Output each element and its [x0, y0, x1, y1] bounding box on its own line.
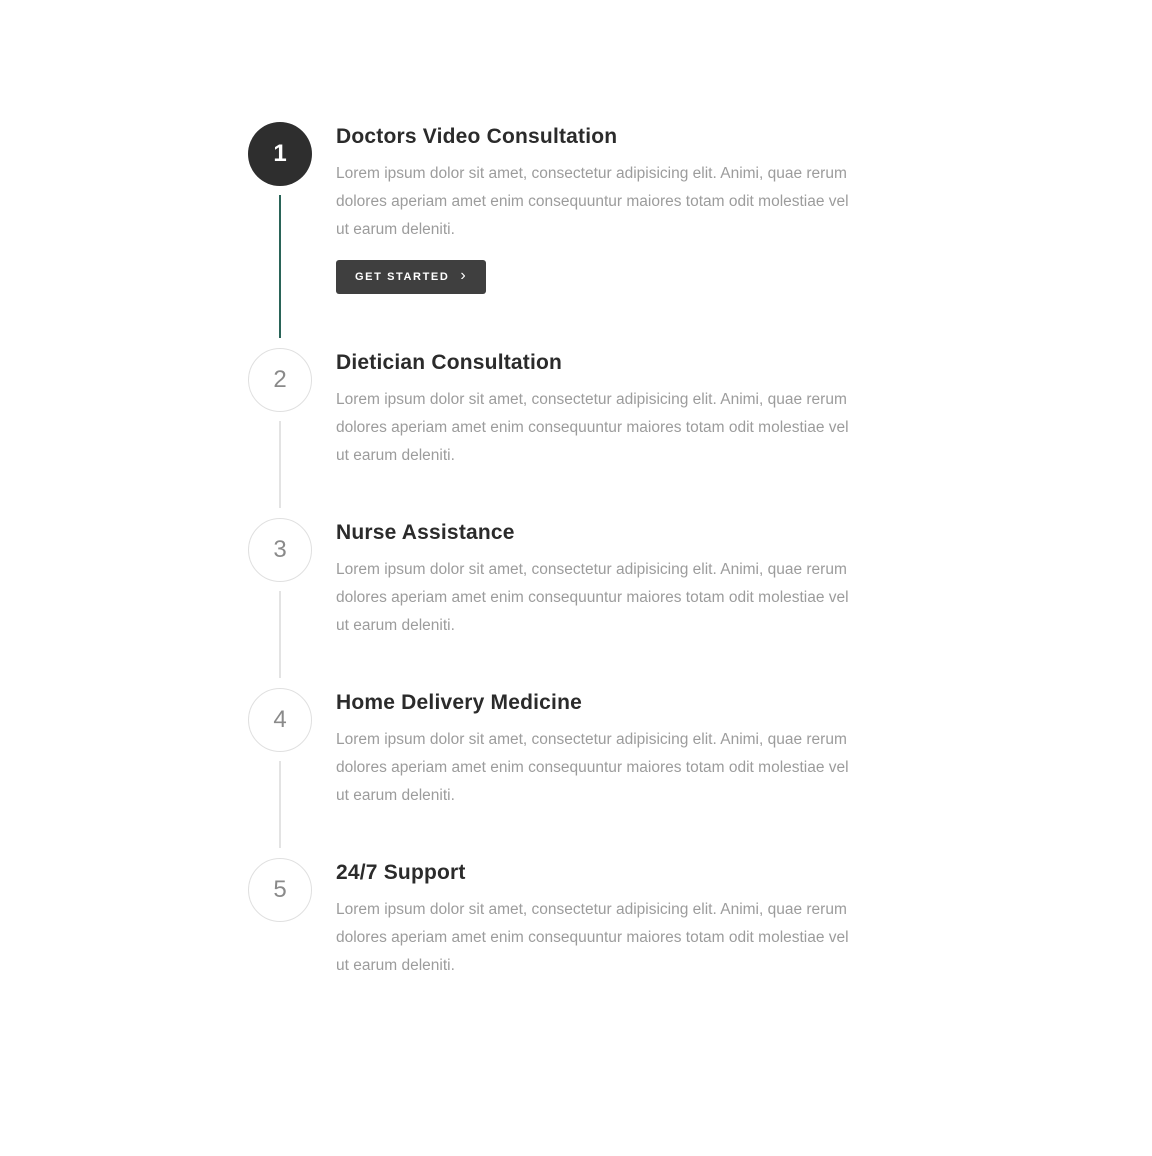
step-content [336, 122, 854, 348]
step-description: Lorem ipsum dolor sit amet, consectetur adipisicing elit. Animi, quae rerum dolores aperiam amet enim consequuntur maiores totam odit molestiae vel ut earum deleniti. [336, 731, 849, 804]
step-rail [248, 122, 312, 348]
step-title: Doctors Video Consultation [336, 125, 618, 148]
step-description: Lorem ipsum dolor sit amet, consectetur adipisicing elit. Animi, quae rerum dolores aperiam amet enim consequuntur maiores totam odit molestiae vel ut earum deleniti. [336, 165, 849, 238]
step-number-badge: 1 [248, 122, 312, 186]
step-item-3 [248, 518, 854, 688]
step-connector-line [279, 195, 281, 338]
get-started-label: GET STARTED [355, 271, 450, 283]
step-title: 24/7 Support [336, 861, 466, 884]
step-rail [248, 858, 312, 980]
step-content [336, 858, 854, 980]
step-description: Lorem ipsum dolor sit amet, consectetur adipisicing elit. Animi, quae rerum dolores aperiam amet enim consequuntur maiores totam odit molestiae vel ut earum deleniti. [336, 391, 849, 464]
step-rail [248, 518, 312, 688]
step-rail [248, 688, 312, 858]
step-number-badge: 2 [248, 348, 312, 412]
step-content [336, 348, 854, 518]
step-title: Dietician Consultation [336, 351, 563, 374]
get-started-button[interactable] [336, 260, 486, 294]
step-rail [248, 348, 312, 518]
step-number-badge: 5 [248, 858, 312, 922]
steps-timeline [248, 122, 854, 980]
step-item-2 [248, 348, 854, 518]
step-title: Home Delivery Medicine [336, 691, 582, 714]
step-connector-line [279, 591, 281, 678]
step-number-badge: 3 [248, 518, 312, 582]
step-item-5 [248, 858, 854, 980]
step-item-4 [248, 688, 854, 858]
step-connector-line [279, 421, 281, 508]
step-title: Nurse Assistance [336, 521, 515, 544]
step-connector-line [279, 761, 281, 848]
step-content [336, 688, 854, 858]
step-description: Lorem ipsum dolor sit amet, consectetur adipisicing elit. Animi, quae rerum dolores aperiam amet enim consequuntur maiores totam odit molestiae vel ut earum deleniti. [336, 561, 849, 634]
chevron-right-icon: › [460, 267, 468, 284]
step-content [336, 518, 854, 688]
step-item-1 [248, 122, 854, 348]
step-number-badge: 4 [248, 688, 312, 752]
step-description: Lorem ipsum dolor sit amet, consectetur adipisicing elit. Animi, quae rerum dolores aperiam amet enim consequuntur maiores totam odit molestiae vel ut earum deleniti. [336, 901, 849, 974]
